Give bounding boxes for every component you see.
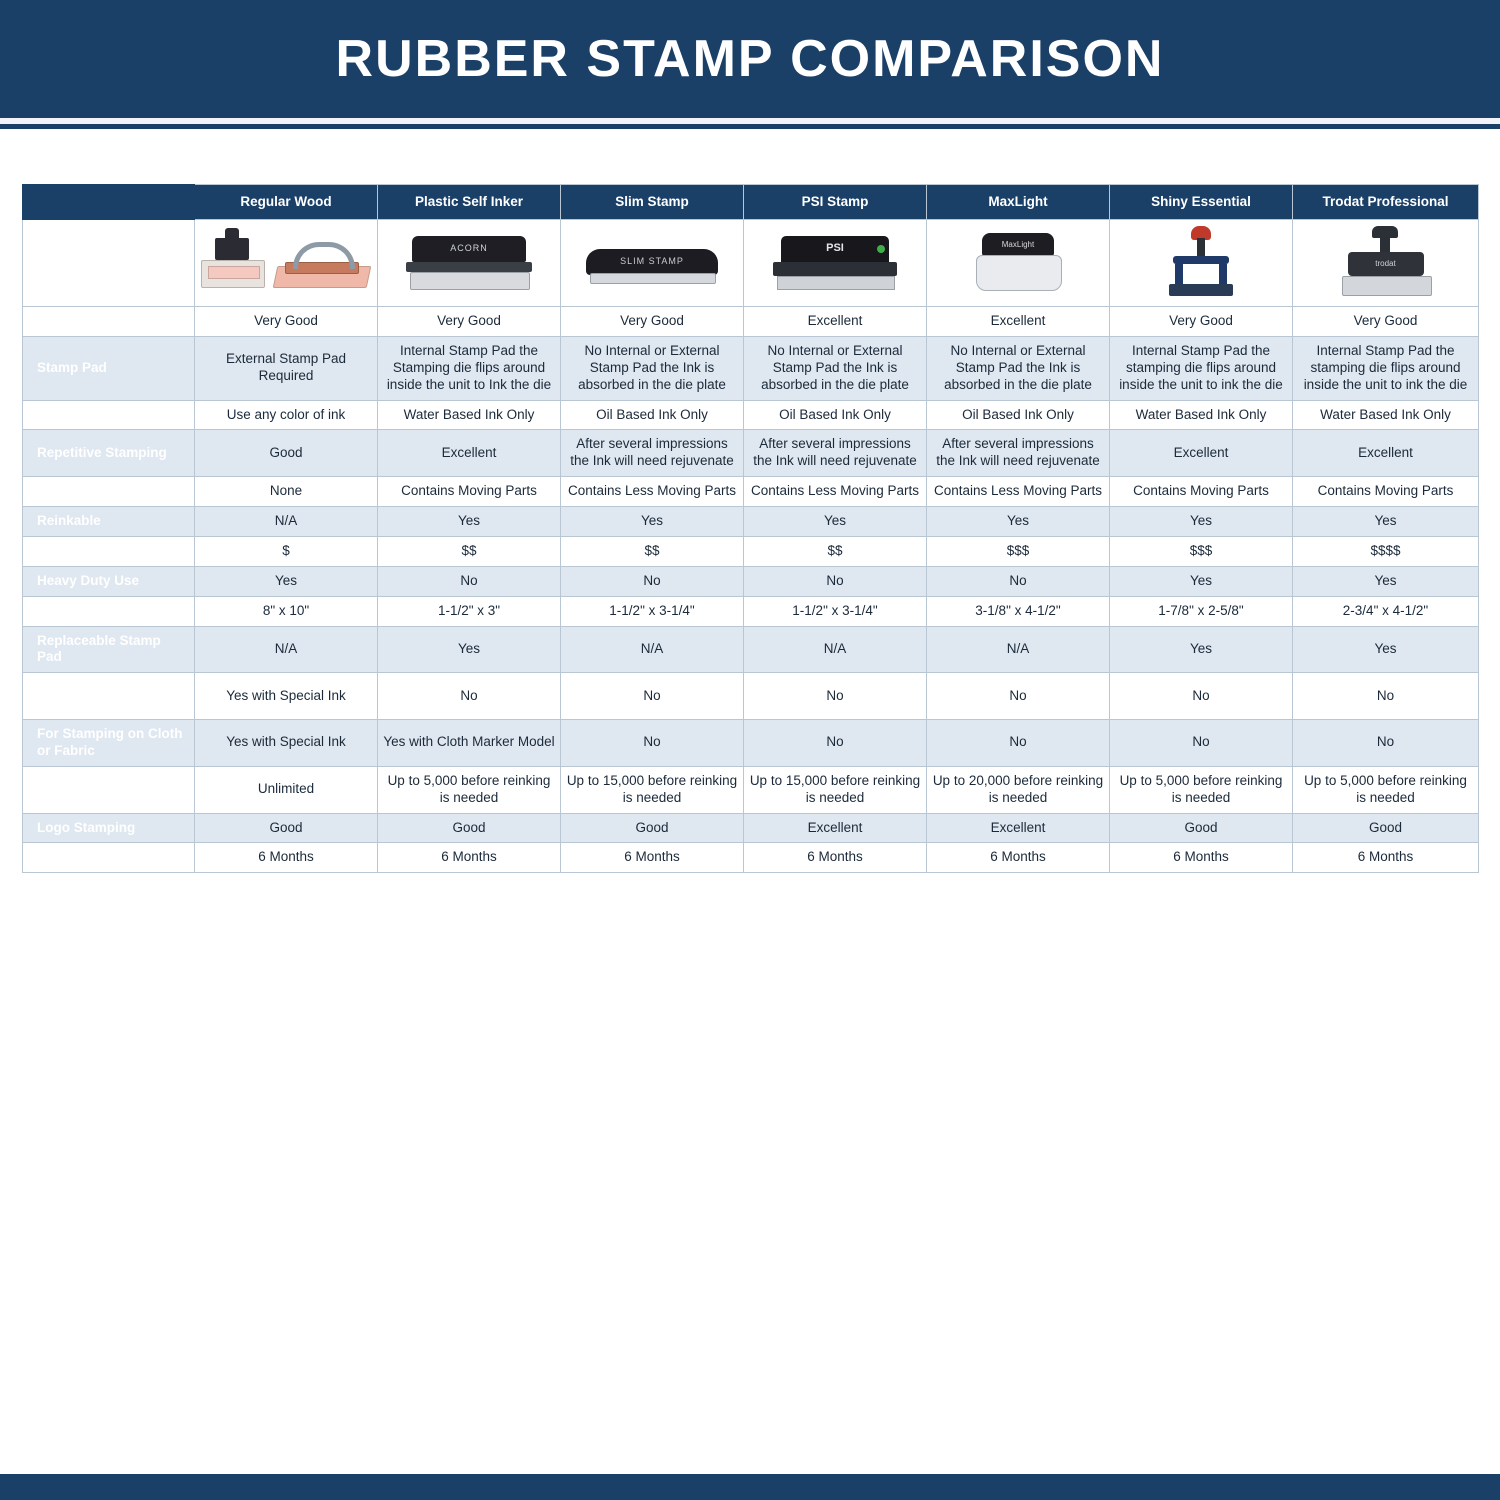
table-cell: $ xyxy=(195,536,378,566)
table-cell: No xyxy=(1110,673,1293,720)
self-inker-brand-text: ACORN xyxy=(412,236,526,262)
table-cell: Yes xyxy=(1293,507,1479,537)
cell-image-maxlight xyxy=(927,220,1110,307)
table-row xyxy=(23,336,1479,400)
table-cell: Up to 20,000 before reinking is needed xyxy=(927,766,1110,813)
cell-image-shiny-essential xyxy=(1110,220,1293,307)
table-cell: No xyxy=(1110,720,1293,767)
table-cell: External Stamp Pad Required xyxy=(195,336,378,400)
psi-brand-text: PSI xyxy=(781,236,889,262)
trodat-stamp-icon xyxy=(1338,226,1434,300)
table-cell: Use any color of ink xyxy=(195,400,378,430)
table-cell: 6 Months xyxy=(927,843,1110,873)
table-cell: 1-1/2" x 3-1/4" xyxy=(561,596,744,626)
table-cell: Good xyxy=(195,430,378,477)
column-header-psi-stamp: PSI Stamp xyxy=(744,185,927,220)
table-cell: Yes with Cloth Marker Model xyxy=(378,720,561,767)
table-cell: Yes with Special Ink xyxy=(195,720,378,767)
table-row xyxy=(23,477,1479,507)
self-inker-stamp-icon xyxy=(404,230,534,296)
table-cell: Very Good xyxy=(561,307,744,337)
table-cell: Contains Less Moving Parts xyxy=(927,477,1110,507)
table-cell: No xyxy=(744,566,927,596)
table-cell: Oil Based Ink Only xyxy=(744,400,927,430)
table-cell: Water Based Ink Only xyxy=(378,400,561,430)
row-label-replaceable-stamp-pad: Replaceable Stamp Pad xyxy=(23,626,195,673)
table-cell: Up to 15,000 before reinking is needed xyxy=(561,766,744,813)
table-cell: No Internal or External Stamp Pad the Ink is absorbed in the die plate xyxy=(927,336,1110,400)
table-row xyxy=(23,400,1479,430)
table-cell: Yes xyxy=(1110,507,1293,537)
table-cell: 1-1/2" x 3" xyxy=(378,596,561,626)
table-row xyxy=(23,673,1479,720)
table-row xyxy=(23,813,1479,843)
table-row xyxy=(23,507,1479,537)
table-row xyxy=(23,843,1479,873)
column-header-shiny-essential: Shiny Essential xyxy=(1110,185,1293,220)
table-cell: None xyxy=(195,477,378,507)
row-label-cloth-or-fabric: For Stamping on Cloth or Fabric xyxy=(23,720,195,767)
table-cell: Excellent xyxy=(378,430,561,477)
row-label-warranty: Warranty xyxy=(23,843,195,873)
table-cell: After several impressions the Ink will need rejuvenate xyxy=(744,430,927,477)
row-label-stamp-pad: Stamp Pad xyxy=(23,336,195,400)
table-cell: N/A xyxy=(195,626,378,673)
table-cell: Excellent xyxy=(1293,430,1479,477)
table-cell: Good xyxy=(195,813,378,843)
shiny-stamp-icon xyxy=(1163,226,1239,300)
table-cell: No xyxy=(1293,673,1479,720)
table-cell: 3-1/8" x 4-1/2" xyxy=(927,596,1110,626)
row-label-cost: Cost xyxy=(23,536,195,566)
table-cell: No xyxy=(1293,720,1479,767)
cell-image-regular-wood xyxy=(195,220,378,307)
table-cell: Internal Stamp Pad the stamping die flips around inside the unit to ink the die xyxy=(1110,336,1293,400)
table-cell: Contains Moving Parts xyxy=(1110,477,1293,507)
table-cell: Yes xyxy=(378,507,561,537)
table-cell: Contains Moving Parts xyxy=(378,477,561,507)
table-cell: Good xyxy=(561,813,744,843)
table-cell: Excellent xyxy=(744,307,927,337)
table-cell: Oil Based Ink Only xyxy=(561,400,744,430)
table-cell: Up to 5,000 before reinking is needed xyxy=(1110,766,1293,813)
table-cell: No xyxy=(927,566,1110,596)
table-cell: $$ xyxy=(744,536,927,566)
table-cell: Internal Stamp Pad the stamping die flips around inside the unit to ink the die xyxy=(1293,336,1479,400)
row-label-moving-parts: Moving Parts xyxy=(23,477,195,507)
table-cell: Yes xyxy=(1293,626,1479,673)
cell-image-trodat-professional xyxy=(1293,220,1479,307)
table-cell: 6 Months xyxy=(744,843,927,873)
table-row-type-of-stamp xyxy=(23,220,1479,307)
table-cell: Water Based Ink Only xyxy=(1110,400,1293,430)
table-cell: No xyxy=(744,673,927,720)
row-label-type-of-stamp: Type of Stamp xyxy=(23,220,195,307)
page-banner xyxy=(0,0,1500,124)
table-cell: Yes xyxy=(1293,566,1479,596)
table-cell: After several impressions the Ink will need rejuvenate xyxy=(927,430,1110,477)
table-row xyxy=(23,596,1479,626)
column-header-plastic-self-inker: Plastic Self Inker xyxy=(378,185,561,220)
table-cell: Excellent xyxy=(1110,430,1293,477)
table-row xyxy=(23,536,1479,566)
table-cell: Very Good xyxy=(378,307,561,337)
table-cell: $$$ xyxy=(927,536,1110,566)
column-header-maxlight: MaxLight xyxy=(927,185,1110,220)
footer-bar xyxy=(0,1474,1500,1500)
table-cell: Up to 5,000 before reinking is needed xyxy=(378,766,561,813)
table-row xyxy=(23,307,1479,337)
table-cell: No xyxy=(561,720,744,767)
table-cell: Yes with Special Ink xyxy=(195,673,378,720)
table-cell: Good xyxy=(1110,813,1293,843)
row-label-repetitive-stamping: Repetitive Stamping xyxy=(23,430,195,477)
table-cell: 6 Months xyxy=(1110,843,1293,873)
table-corner-cell xyxy=(23,185,195,220)
slim-stamp-icon xyxy=(582,237,722,289)
maxlight-brand-text: MaxLight xyxy=(982,233,1054,257)
table-cell: Yes xyxy=(195,566,378,596)
cell-image-slim-stamp xyxy=(561,220,744,307)
table-cell: Very Good xyxy=(1110,307,1293,337)
table-cell: 6 Months xyxy=(1293,843,1479,873)
table-cell: N/A xyxy=(927,626,1110,673)
table-cell: No xyxy=(744,720,927,767)
table-cell: $$$$ xyxy=(1293,536,1479,566)
table-cell: No xyxy=(378,566,561,596)
table-cell: Good xyxy=(378,813,561,843)
table-cell: No xyxy=(927,720,1110,767)
row-label-stamped-quality: Stamped Quality xyxy=(23,307,195,337)
table-cell: Very Good xyxy=(1293,307,1479,337)
table-cell: 6 Months xyxy=(561,843,744,873)
table-cell: 8" x 10" xyxy=(195,596,378,626)
table-cell: Yes xyxy=(561,507,744,537)
maxlight-stamp-icon xyxy=(968,231,1068,295)
column-header-trodat-professional: Trodat Professional xyxy=(1293,185,1479,220)
table-cell: Excellent xyxy=(927,813,1110,843)
table-cell: Yes xyxy=(1110,566,1293,596)
table-cell: 2-3/4" x 4-1/2" xyxy=(1293,596,1479,626)
table-row xyxy=(23,766,1479,813)
table-row xyxy=(23,566,1479,596)
table-cell: No xyxy=(561,566,744,596)
row-label-maximum-size: Maximum Size xyxy=(23,596,195,626)
psi-stamp-icon xyxy=(771,232,899,294)
table-cell: Yes xyxy=(744,507,927,537)
row-label-type-of-ink: Type of Ink xyxy=(23,400,195,430)
table-cell: Oil Based Ink Only xyxy=(927,400,1110,430)
row-label-reinkable: Reinkable xyxy=(23,507,195,537)
table-cell: N/A xyxy=(744,626,927,673)
table-cell: $$ xyxy=(378,536,561,566)
table-header-row xyxy=(23,185,1479,220)
table-cell: No xyxy=(927,673,1110,720)
table-row xyxy=(23,430,1479,477)
table-cell: Yes xyxy=(1110,626,1293,673)
table-cell: Very Good xyxy=(195,307,378,337)
trodat-brand-text: trodat xyxy=(1348,252,1424,276)
table-cell: No Internal or External Stamp Pad the Ink is absorbed in the die plate xyxy=(561,336,744,400)
table-cell: Up to 15,000 before reinking is needed xyxy=(744,766,927,813)
page-title: RUBBER STAMP COMPARISON xyxy=(335,30,1165,88)
table-cell: After several impressions the Ink will need rejuvenate xyxy=(561,430,744,477)
table-cell: Contains Less Moving Parts xyxy=(744,477,927,507)
column-header-regular-wood: Regular Wood xyxy=(195,185,378,220)
table-cell: 1-7/8" x 2-5/8" xyxy=(1110,596,1293,626)
table-cell: Unlimited xyxy=(195,766,378,813)
row-label-number-of-impression: Number of Impression xyxy=(23,766,195,813)
wood-stamp-icon xyxy=(197,226,375,300)
table-cell: Yes xyxy=(378,626,561,673)
cell-image-psi-stamp xyxy=(744,220,927,307)
table-row xyxy=(23,626,1479,673)
table-cell: Water Based Ink Only xyxy=(1293,400,1479,430)
table-cell: 1-1/2" x 3-1/4" xyxy=(744,596,927,626)
slim-brand-text: SLIM STAMP xyxy=(586,249,718,275)
row-label-heavy-duty-use: Heavy Duty Use xyxy=(23,566,195,596)
table-cell: Excellent xyxy=(744,813,927,843)
table-cell: $$ xyxy=(561,536,744,566)
table-cell: 6 Months xyxy=(378,843,561,873)
table-cell: Contains Less Moving Parts xyxy=(561,477,744,507)
table-cell: No xyxy=(378,673,561,720)
cell-image-plastic-self-inker xyxy=(378,220,561,307)
table-cell: No xyxy=(561,673,744,720)
table-cell: Good xyxy=(1293,813,1479,843)
table-cell: Yes xyxy=(927,507,1110,537)
column-header-slim-stamp: Slim Stamp xyxy=(561,185,744,220)
table-cell: No Internal or External Stamp Pad the Ink is absorbed in the die plate xyxy=(744,336,927,400)
table-cell: 6 Months xyxy=(195,843,378,873)
table-cell: Contains Moving Parts xyxy=(1293,477,1479,507)
stamp-comparison-table xyxy=(22,184,1479,873)
table-cell: Up to 5,000 before reinking is needed xyxy=(1293,766,1479,813)
table-row xyxy=(23,720,1479,767)
table-cell: N/A xyxy=(195,507,378,537)
table-container xyxy=(0,129,1500,873)
table-cell: N/A xyxy=(561,626,744,673)
row-label-glossy-paper: For Stamping on Glossy Paper xyxy=(23,673,195,720)
table-cell: Excellent xyxy=(927,307,1110,337)
table-cell: $$$ xyxy=(1110,536,1293,566)
row-label-logo-stamping: Logo Stamping xyxy=(23,813,195,843)
table-cell: Internal Stamp Pad the Stamping die flips around inside the unit to Ink the die xyxy=(378,336,561,400)
